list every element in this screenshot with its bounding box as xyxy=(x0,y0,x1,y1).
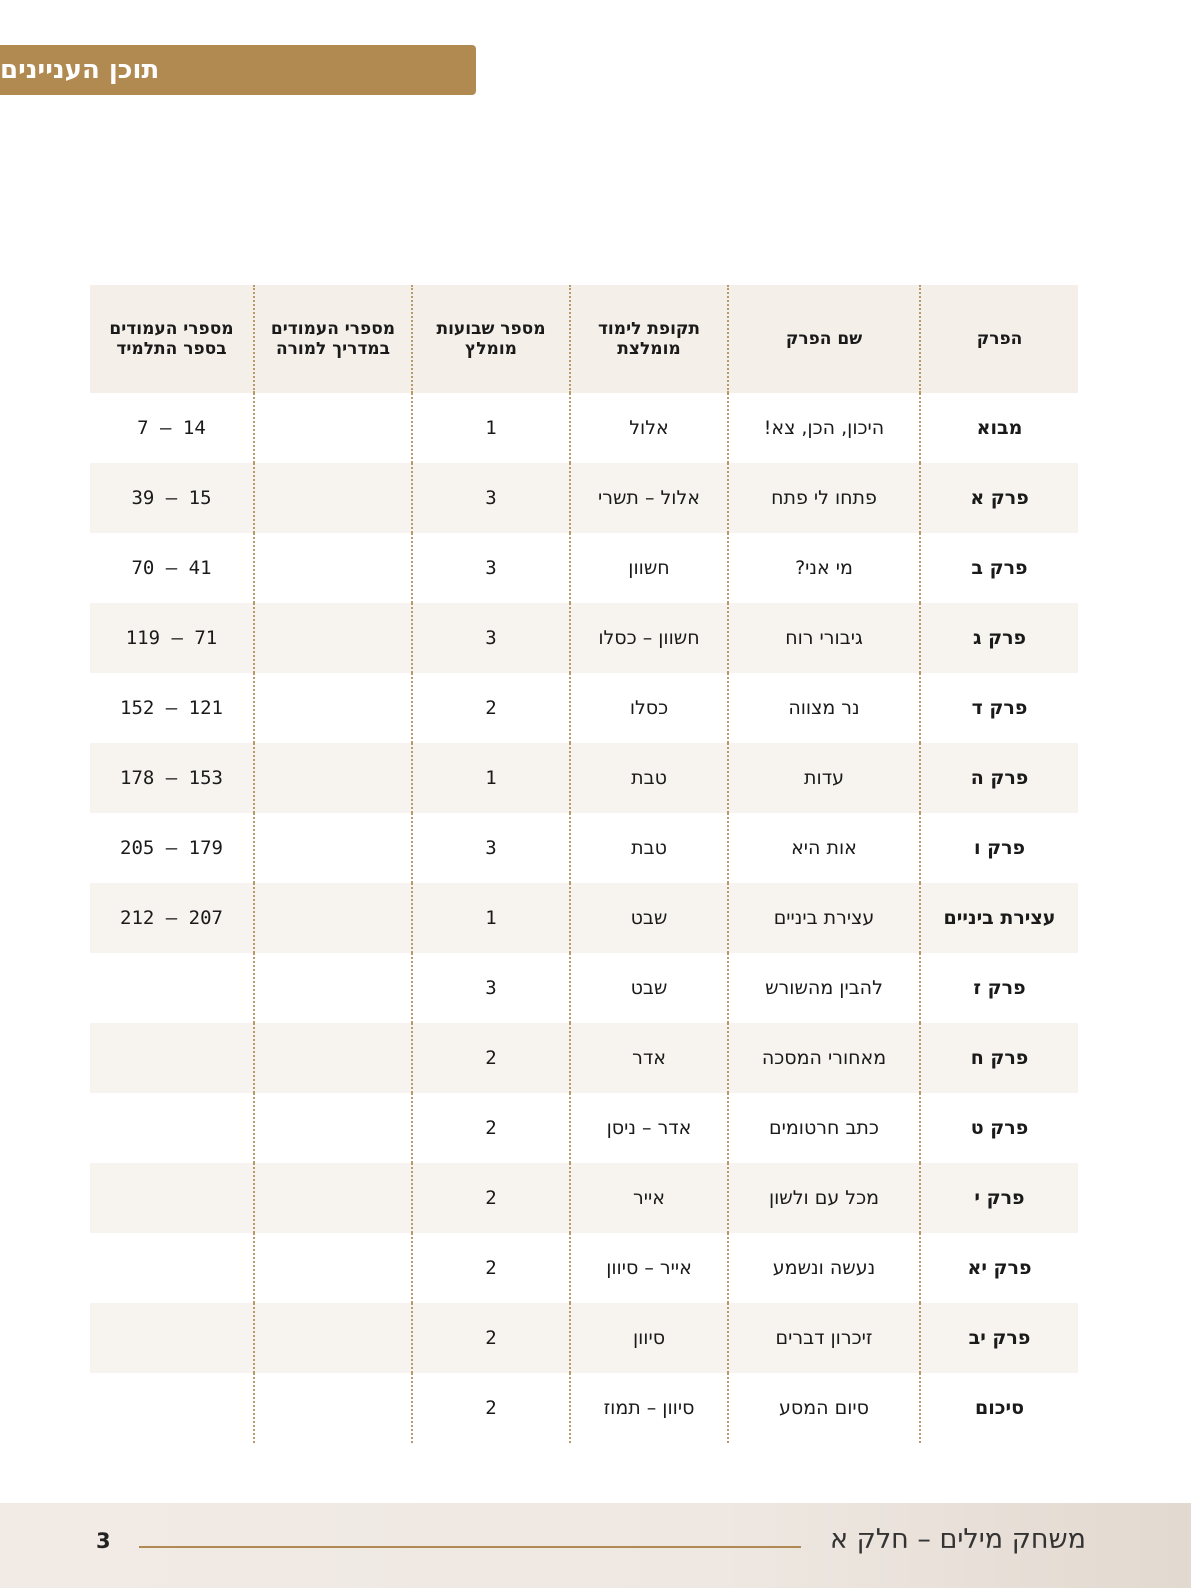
toc-table xyxy=(90,285,1078,1443)
cell-study-period: סיוון – תמוז xyxy=(570,1373,728,1443)
cell-study-period: כסלו xyxy=(570,673,728,743)
table-row xyxy=(90,603,1078,673)
cell-weeks: 3 xyxy=(412,463,570,533)
cell-study-period: טבת xyxy=(570,813,728,883)
cell-weeks: 2 xyxy=(412,1303,570,1373)
cell-chapter: פרק ה xyxy=(920,743,1078,813)
cell-teacher-pages xyxy=(254,1303,412,1373)
table-body xyxy=(90,393,1078,1443)
cell-chapter: פרק א xyxy=(920,463,1078,533)
header-study-period: תקופת לימוד מומלצת xyxy=(570,285,728,393)
cell-weeks: 3 xyxy=(412,953,570,1023)
cell-study-period: אלול xyxy=(570,393,728,463)
cell-chapter: פרק יא xyxy=(920,1233,1078,1303)
cell-chapter: פרק ח xyxy=(920,1023,1078,1093)
cell-teacher-pages xyxy=(254,603,412,673)
cell-student-pages: 152 – 121 xyxy=(120,697,223,719)
table-row xyxy=(90,533,1078,603)
cell-weeks: 1 xyxy=(412,883,570,953)
header-teacher-pages: מספרי העמודים במדריך למורה xyxy=(254,285,412,393)
cell-study-period: חשוון xyxy=(570,533,728,603)
cell-student-pages xyxy=(90,1093,254,1163)
cell-student-pages: 205 – 179 xyxy=(120,837,223,859)
cell-chapter: פרק ט xyxy=(920,1093,1078,1163)
cell-chapter-name: מאחורי המסכה xyxy=(728,1023,920,1093)
cell-chapter-name: נר מצווה xyxy=(728,673,920,743)
cell-student-pages: 119 – 71 xyxy=(90,603,254,673)
cell-study-period: אדר – ניסן xyxy=(570,1093,728,1163)
cell-teacher-pages xyxy=(254,883,412,953)
table-row xyxy=(90,1373,1078,1443)
cell-study-period: סיוון xyxy=(570,1303,728,1373)
cell-weeks: 2 xyxy=(412,1093,570,1163)
cell-teacher-pages xyxy=(254,813,412,883)
cell-teacher-pages xyxy=(254,463,412,533)
cell-student-pages: 70 – 41 xyxy=(131,557,212,579)
table-header-row xyxy=(90,285,1078,393)
cell-chapter-name: פתחו לי פתח xyxy=(728,463,920,533)
cell-chapter: פרק י xyxy=(920,1163,1078,1233)
cell-study-period: אייר xyxy=(570,1163,728,1233)
cell-chapter-name: עדות xyxy=(728,743,920,813)
cell-chapter-name: אות היא xyxy=(728,813,920,883)
table-row xyxy=(90,393,1078,463)
cell-chapter-name: נעשה ונשמע xyxy=(728,1233,920,1303)
cell-chapter-name: כתב חרטומים xyxy=(728,1093,920,1163)
cell-teacher-pages xyxy=(254,1163,412,1233)
cell-chapter: פרק ד xyxy=(920,673,1078,743)
cell-chapter: פרק ו xyxy=(920,813,1078,883)
footer xyxy=(0,1503,1191,1588)
cell-weeks: 3 xyxy=(412,813,570,883)
cell-study-period: אלול – תשרי xyxy=(570,463,728,533)
cell-weeks: 2 xyxy=(412,1023,570,1093)
cell-student-pages xyxy=(90,1373,254,1443)
cell-study-period: שבט xyxy=(570,883,728,953)
cell-chapter: פרק ג xyxy=(920,603,1078,673)
header-chapter-name: שם הפרק xyxy=(728,285,920,393)
cell-student-pages xyxy=(90,953,254,1023)
cell-teacher-pages xyxy=(254,743,412,813)
cell-chapter-name: היכון, הכן, צא! xyxy=(728,393,920,463)
cell-study-period: אייר – סיוון xyxy=(570,1233,728,1303)
cell-chapter-name: להבין מהשורש xyxy=(728,953,920,1023)
table-row xyxy=(90,813,1078,883)
title-banner xyxy=(0,45,476,95)
cell-student-pages xyxy=(90,1163,254,1233)
cell-weeks: 1 xyxy=(412,393,570,463)
cell-chapter: סיכום xyxy=(920,1373,1078,1443)
cell-chapter-name: זיכרון דברים xyxy=(728,1303,920,1373)
cell-student-pages: 39 – 15 xyxy=(90,463,254,533)
cell-chapter-name: סיום המסע xyxy=(728,1373,920,1443)
cell-study-period: טבת xyxy=(570,743,728,813)
table-row xyxy=(90,463,1078,533)
cell-chapter: עצירת ביניים xyxy=(920,883,1078,953)
header-student-pages: מספרי העמודים בספר התלמיד xyxy=(90,285,254,393)
header-weeks: מספר שבועות מומלץ xyxy=(412,285,570,393)
table-row xyxy=(90,1023,1078,1093)
page-title: תוכן העניינים xyxy=(0,55,160,85)
cell-study-period: אדר xyxy=(570,1023,728,1093)
cell-weeks: 3 xyxy=(412,603,570,673)
cell-teacher-pages xyxy=(254,533,412,603)
cell-teacher-pages xyxy=(254,673,412,743)
cell-teacher-pages xyxy=(254,1233,412,1303)
table-row xyxy=(90,1163,1078,1233)
cell-teacher-pages xyxy=(254,1093,412,1163)
cell-chapter-name: מי אני? xyxy=(728,533,920,603)
cell-student-pages xyxy=(90,1303,254,1373)
table-row xyxy=(90,743,1078,813)
header-chapter: הפרק xyxy=(920,285,1078,393)
cell-weeks: 1 xyxy=(412,743,570,813)
cell-student-pages: 212 – 207 xyxy=(90,883,254,953)
cell-chapter-name: מכל עם ולשון xyxy=(728,1163,920,1233)
cell-student-pages xyxy=(90,1023,254,1093)
cell-student-pages: 178 – 153 xyxy=(90,743,254,813)
cell-chapter-name: גיבורי רוח xyxy=(728,603,920,673)
cell-weeks: 2 xyxy=(412,1163,570,1233)
cell-study-period: חשוון – כסלו xyxy=(570,603,728,673)
footer-divider xyxy=(139,1546,801,1548)
table-row xyxy=(90,1303,1078,1373)
cell-chapter: מבוא xyxy=(920,393,1078,463)
table-row xyxy=(90,883,1078,953)
cell-chapter: פרק ז xyxy=(920,953,1078,1023)
cell-weeks: 2 xyxy=(412,1233,570,1303)
cell-chapter: פרק ב xyxy=(920,533,1078,603)
footer-book-title: משחק מילים – חלק א xyxy=(830,1524,1086,1555)
cell-teacher-pages xyxy=(254,953,412,1023)
table-row xyxy=(90,953,1078,1023)
table-row xyxy=(90,1233,1078,1303)
cell-study-period: שבט xyxy=(570,953,728,1023)
cell-weeks: 3 xyxy=(412,533,570,603)
table-row xyxy=(90,1093,1078,1163)
cell-weeks: 2 xyxy=(412,1373,570,1443)
cell-weeks: 2 xyxy=(412,673,570,743)
cell-chapter: פרק יב xyxy=(920,1303,1078,1373)
table-row xyxy=(90,673,1078,743)
cell-chapter-name: עצירת ביניים xyxy=(728,883,920,953)
page-number: 3 xyxy=(96,1529,111,1553)
cell-student-pages: 7 – 14 xyxy=(137,417,206,439)
cell-teacher-pages xyxy=(254,393,412,463)
cell-teacher-pages xyxy=(254,1373,412,1443)
cell-student-pages xyxy=(90,1233,254,1303)
cell-teacher-pages xyxy=(254,1023,412,1093)
